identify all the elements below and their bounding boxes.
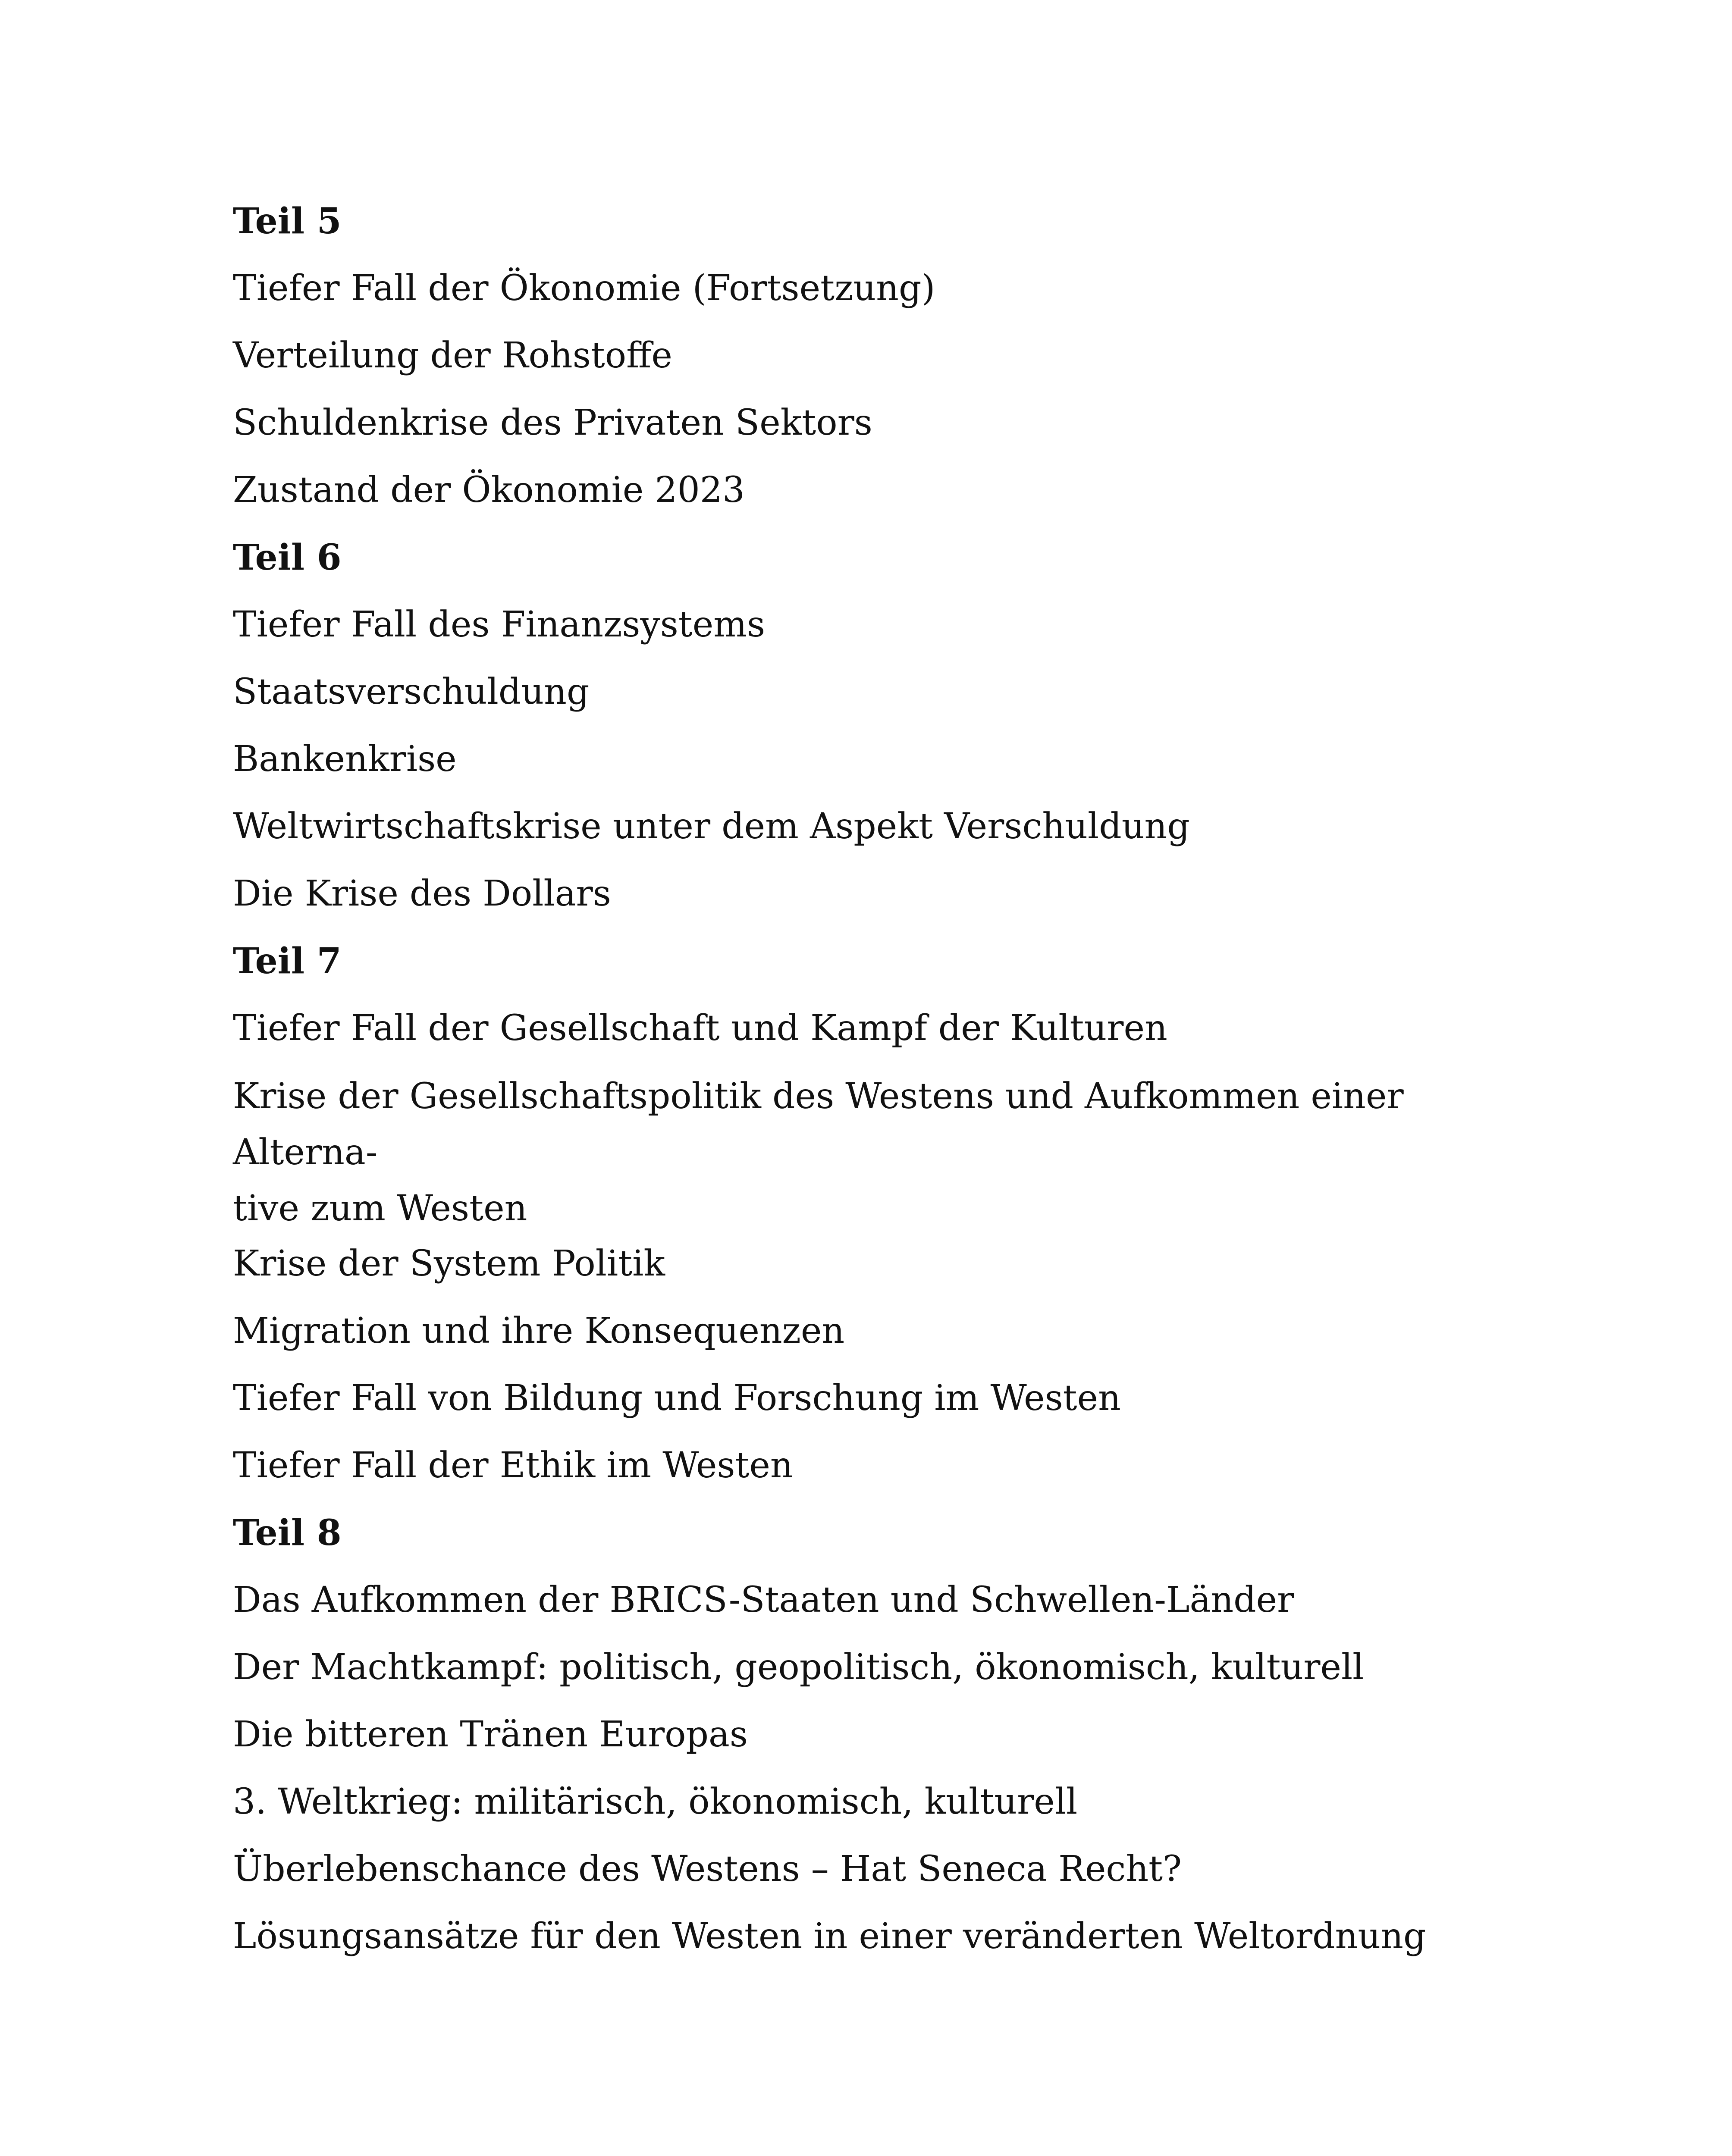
toc-item: Tiefer Fall der Ethik im Westen: [233, 1445, 793, 1486]
toc-item: Krise der Gesellschaftspolitik des Westens und Aufkommen einer Alterna- tive zum Westen: [233, 1076, 1404, 1229]
toc-item: Migration und ihre Konsequenzen: [233, 1310, 845, 1351]
toc-item: Schuldenkrise des Privaten Sektors: [233, 402, 872, 443]
toc-item: Tiefer Fall des Finanzsystems: [233, 604, 766, 645]
toc-item: Krise der System Politik: [233, 1243, 665, 1284]
table-of-contents: [233, 194, 1527, 1977]
toc-item: Tiefer Fall der Ökonomie (Fortsetzung): [233, 268, 935, 309]
toc-item: Verteilung der Rohstoffe: [233, 335, 672, 376]
section-heading-teil-7: Teil 7: [233, 940, 342, 982]
section-heading-teil-6: Teil 6: [233, 537, 342, 578]
toc-item: Tiefer Fall von Bildung und Forschung im Westen: [233, 1378, 1121, 1419]
toc-item: Die bitteren Tränen Europas: [233, 1714, 748, 1755]
toc-item: Überlebenschance des Westens – Hat Seneca Recht?: [233, 1849, 1182, 1890]
toc-item: Bankenkrise: [233, 739, 457, 780]
toc-item: Staatsverschuldung: [233, 671, 590, 712]
toc-item: 3. Weltkrieg: militärisch, ökonomisch, kulturell: [233, 1781, 1078, 1822]
section-heading-teil-5: Teil 5: [233, 201, 342, 242]
section-heading-teil-8: Teil 8: [233, 1512, 342, 1554]
toc-item: Die Krise des Dollars: [233, 873, 611, 914]
toc-item: Tiefer Fall der Gesellschaft und Kampf der Kulturen: [233, 1008, 1167, 1049]
toc-item: Weltwirtschaftskrise unter dem Aspekt Verschuldung: [233, 806, 1190, 847]
toc-item: Der Machtkampf: politisch, geopolitisch, ökonomisch, kulturell: [233, 1647, 1364, 1688]
toc-item: Lösungsansätze für den Westen in einer veränderten Weltordnung: [233, 1916, 1426, 1957]
toc-item: Zustand der Ökonomie 2023: [233, 470, 745, 511]
toc-item: Das Aufkommen der BRICS-Staaten und Schwellen-Länder: [233, 1579, 1294, 1620]
